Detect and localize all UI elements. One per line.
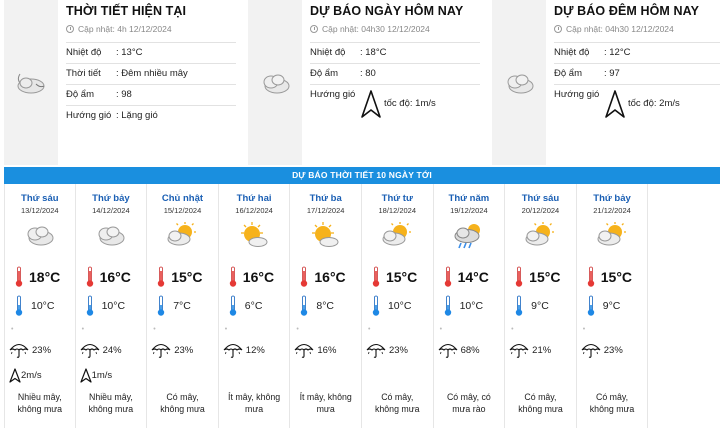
min-temp-value: 6°C	[244, 300, 263, 312]
ten-day-banner: DỰ BÁO THỜI TIẾT 10 NGÀY TỚI	[4, 167, 720, 184]
separator-dot: •	[439, 326, 443, 333]
max-temp	[515, 266, 560, 288]
current-updated	[66, 24, 240, 34]
updated-text: Cập nhật: 04h30 12/12/2024	[566, 24, 674, 34]
day-name: Thứ bảy	[92, 193, 130, 204]
cloudy-icon	[23, 222, 55, 251]
description-line: mưa	[316, 403, 335, 414]
thermometer-hot-icon	[372, 266, 380, 288]
wind-speed-value: 2m/s	[21, 370, 42, 381]
wind-speed-value: 1m/s	[91, 370, 113, 381]
rain-chance	[509, 342, 551, 358]
rain-chance-value: 23%	[174, 344, 194, 356]
min-temp	[372, 295, 411, 317]
weather-description	[219, 392, 290, 415]
current-weather-panel	[4, 0, 240, 165]
row-label: Nhiệt độ	[310, 47, 346, 58]
rain-chance	[366, 342, 408, 358]
row-label: Độ ẩm	[66, 89, 94, 100]
thermometer-cold-icon	[515, 295, 523, 317]
umbrella-icon	[581, 342, 601, 358]
description-line: Nhiều mây,	[17, 392, 62, 402]
max-temp-value: 16°C	[99, 269, 131, 285]
weather-description	[362, 392, 433, 415]
wind-speed	[9, 368, 42, 383]
current-humidity-row	[66, 85, 236, 106]
thermometer-cold-icon	[157, 295, 165, 317]
thermometer-hot-icon	[444, 266, 452, 288]
day-date: 14/12/2024	[92, 206, 130, 215]
rain-chance	[151, 342, 193, 358]
row-label: Hướng gió	[310, 89, 356, 100]
rain-chance	[581, 342, 623, 358]
row-value: : Đêm nhiều mây	[116, 68, 188, 79]
description-line: Có mây,	[595, 392, 629, 402]
max-temp-value: 15°C	[600, 269, 633, 285]
wind-direction-icon	[9, 368, 21, 383]
night-title: DỰ BÁO ĐÊM HÔM NAY	[554, 4, 700, 18]
description-line: Ít mây, không	[228, 392, 281, 402]
max-temp	[229, 266, 274, 288]
thermometer-hot-icon	[157, 266, 165, 288]
rain-chance-value: 23%	[388, 344, 408, 356]
description-line: không mưa	[589, 403, 635, 414]
thermometer-hot-icon	[229, 266, 237, 288]
max-temp	[372, 266, 417, 288]
partly-cloudy-icon	[595, 222, 627, 251]
partly-cloudy-icon	[523, 222, 555, 251]
partly-cloudy-icon	[165, 222, 197, 251]
wind-speed	[80, 368, 113, 383]
thermometer-hot-icon	[515, 266, 523, 288]
max-temp	[444, 266, 489, 288]
current-wind-row	[66, 106, 236, 126]
row-value: : 98	[116, 89, 132, 100]
night-wind-row	[554, 85, 720, 123]
umbrella-icon	[80, 342, 100, 358]
day-title: DỰ BÁO NGÀY HÔM NAY	[310, 4, 464, 18]
row-label: Nhiệt độ	[66, 47, 102, 58]
row-label: Độ ẩm	[310, 68, 338, 79]
forecast-day-card	[147, 184, 219, 428]
umbrella-icon	[9, 342, 29, 358]
max-temp-value: 16°C	[314, 269, 346, 285]
umbrella-icon	[509, 342, 529, 358]
day-date: 19/12/2024	[450, 206, 488, 215]
max-temp-value: 16°C	[242, 269, 275, 285]
day-date: 15/12/2024	[163, 206, 202, 215]
description-line: Ít mây, không	[299, 392, 352, 402]
min-temp-value: 10°C	[101, 300, 126, 312]
forecast-day-card	[434, 184, 506, 428]
cloudy-icon	[94, 222, 126, 251]
min-temp-value: 9°C	[531, 300, 549, 312]
min-temp-value: 10°C	[459, 300, 484, 312]
night-updated	[554, 24, 720, 34]
min-temp	[444, 295, 483, 317]
weather-description	[290, 392, 361, 415]
min-temp-value: 9°C	[602, 300, 621, 312]
rain-chance	[294, 342, 336, 358]
separator-dot: •	[11, 326, 14, 333]
min-temp-value: 8°C	[316, 300, 334, 312]
thermometer-hot-icon	[15, 266, 23, 288]
separator-dot: •	[296, 326, 299, 333]
day-date: 18/12/2024	[378, 206, 417, 215]
row-value: : 18°C	[360, 47, 387, 58]
forecast-day-card	[4, 184, 76, 428]
max-temp-value: 15°C	[171, 269, 203, 285]
thermometer-cold-icon	[15, 295, 23, 317]
description-line: Có mây,	[524, 392, 557, 402]
max-temp-value: 14°C	[457, 269, 489, 285]
separator-dot: •	[81, 326, 85, 333]
day-name: Thứ hai	[236, 193, 272, 204]
day-name: Thứ tư	[381, 193, 413, 204]
umbrella-icon	[366, 342, 386, 358]
day-temp-row	[310, 43, 480, 64]
description-line: không mưa	[375, 403, 420, 414]
thermometer-hot-icon	[300, 266, 308, 288]
current-title: THỜI TIẾT HIỆN TẠI	[66, 4, 187, 18]
max-temp	[300, 266, 345, 288]
separator-dot: •	[511, 326, 514, 333]
current-weather-section	[0, 0, 720, 165]
forecast-day-card	[362, 184, 434, 428]
weather-description	[147, 392, 218, 415]
day-name: Thứ sáu	[21, 193, 59, 204]
forecast-day-card	[219, 184, 291, 428]
description-line: không mưa	[17, 403, 63, 414]
night-icon-column	[492, 0, 546, 165]
day-date: 21/12/2024	[593, 206, 631, 215]
row-value	[356, 85, 480, 123]
day-name: Chủ nhật	[161, 193, 204, 204]
min-temp-value: 10°C	[31, 300, 55, 312]
day-date: 16/12/2024	[235, 206, 273, 215]
rain-chance-value: 23%	[32, 344, 52, 356]
wind-direction-icon	[604, 89, 626, 119]
separator-dot: •	[153, 326, 156, 333]
day-icon-column	[248, 0, 302, 165]
umbrella-icon	[151, 342, 171, 358]
description-line: Nhiều mây,	[88, 392, 133, 402]
current-condition-row	[66, 64, 236, 85]
row-label: Độ ẩm	[554, 68, 582, 79]
thermometer-hot-icon	[587, 266, 595, 288]
wind-direction-icon	[360, 89, 382, 119]
clock-icon	[66, 25, 74, 33]
cloud-rain-icon	[452, 222, 484, 253]
max-temp	[15, 266, 60, 288]
thermometer-hot-icon	[86, 266, 94, 288]
day-date: 20/12/2024	[521, 206, 560, 215]
thermometer-cold-icon	[86, 295, 94, 317]
row-value: : 12°C	[604, 47, 631, 58]
thermometer-cold-icon	[444, 295, 452, 317]
description-line: Có mây,	[381, 392, 414, 402]
row-value	[600, 85, 720, 123]
updated-text: Cập nhật: 4h 12/12/2024	[78, 24, 172, 34]
max-temp-value: 15°C	[385, 269, 418, 285]
cloudy-icon	[502, 70, 536, 96]
rain-chance-value: 68%	[460, 344, 480, 356]
weather-description	[434, 392, 505, 415]
current-icon-column	[4, 0, 58, 165]
forecast-day-card	[505, 184, 577, 428]
separator-dot: •	[582, 326, 586, 333]
max-temp	[86, 266, 131, 288]
thermometer-cold-icon	[587, 295, 595, 317]
thermometer-cold-icon	[229, 295, 237, 317]
sun-cloud-icon	[237, 222, 269, 251]
min-temp-value: 10°C	[387, 300, 412, 312]
rain-chance-value: 23%	[603, 344, 623, 356]
weather-description	[577, 392, 648, 415]
ten-day-forecast	[4, 184, 720, 428]
min-temp	[229, 295, 263, 317]
partly-cloudy-icon	[380, 222, 412, 251]
row-label: Hướng gió	[66, 110, 112, 121]
umbrella-icon	[223, 342, 243, 358]
rain-chance	[9, 342, 51, 358]
day-date: 17/12/2024	[306, 206, 345, 215]
day-name: Thứ năm	[448, 193, 490, 204]
row-value: : Lặng gió	[116, 110, 158, 121]
max-temp	[587, 266, 632, 288]
min-temp	[157, 295, 191, 317]
description-line: không mưa	[88, 403, 134, 414]
max-temp	[157, 266, 202, 288]
weather-description	[5, 392, 75, 415]
current-temp-row	[66, 43, 236, 64]
day-name: Thứ sáu	[521, 193, 560, 204]
row-value: : 97	[604, 68, 620, 79]
max-temp-value: 18°C	[29, 269, 61, 285]
sun-cloud-icon	[308, 222, 340, 251]
rain-chance-value: 24%	[102, 344, 122, 356]
row-label: Thời tiết	[66, 68, 101, 79]
min-temp	[300, 295, 334, 317]
min-temp-value: 7°C	[173, 300, 191, 312]
day-name: Thứ ba	[309, 193, 342, 204]
description-line: không mưa	[518, 403, 563, 414]
separator-dot: •	[367, 326, 371, 333]
wind-direction-icon	[80, 368, 92, 383]
rain-chance	[438, 342, 480, 358]
cloudy-icon	[258, 70, 292, 96]
day-date: 13/12/2024	[21, 206, 59, 215]
forecast-day-card	[290, 184, 362, 428]
description-line: mưa	[245, 403, 264, 414]
night-temp-row	[554, 43, 720, 64]
max-temp-value: 15°C	[529, 269, 561, 285]
description-line: Có mây,	[166, 392, 199, 402]
day-name: Thứ bảy	[593, 193, 631, 204]
night-humidity-row	[554, 64, 720, 85]
row-label: Nhiệt độ	[554, 47, 590, 58]
row-value: : 80	[360, 68, 376, 79]
min-temp	[15, 295, 54, 317]
night-forecast-panel	[492, 0, 720, 165]
updated-text: Cập nhật: 04h30 12/12/2024	[322, 24, 430, 34]
weather-description	[76, 392, 147, 415]
day-forecast-panel	[248, 0, 484, 165]
separator-dot: •	[224, 326, 228, 333]
clock-icon	[310, 25, 318, 33]
cloud-moon-icon	[14, 70, 48, 96]
description-line: Có mây, có	[446, 392, 491, 402]
clock-icon	[554, 25, 562, 33]
rain-chance	[80, 342, 122, 358]
weather-description	[505, 392, 576, 415]
rain-chance	[223, 342, 265, 358]
wind-speed: tốc độ: 1m/s	[384, 98, 436, 109]
min-temp	[587, 295, 621, 317]
thermometer-cold-icon	[372, 295, 380, 317]
rain-chance-value: 12%	[245, 344, 265, 356]
day-wind-row	[310, 85, 480, 123]
row-label: Hướng gió	[554, 89, 600, 100]
description-line: mưa rào	[452, 403, 486, 414]
row-value: : 13°C	[116, 47, 143, 58]
forecast-day-card	[76, 184, 148, 428]
day-humidity-row	[310, 64, 480, 85]
min-temp	[86, 295, 125, 317]
rain-chance-value: 16%	[317, 344, 337, 356]
rain-chance-value: 21%	[532, 344, 552, 356]
description-line: không mưa	[160, 403, 205, 414]
day-updated	[310, 24, 484, 34]
min-temp	[515, 295, 549, 317]
umbrella-icon	[294, 342, 314, 358]
umbrella-icon	[438, 342, 458, 358]
forecast-day-card	[577, 184, 649, 428]
wind-speed: tốc độ: 2m/s	[628, 98, 680, 109]
thermometer-cold-icon	[300, 295, 308, 317]
